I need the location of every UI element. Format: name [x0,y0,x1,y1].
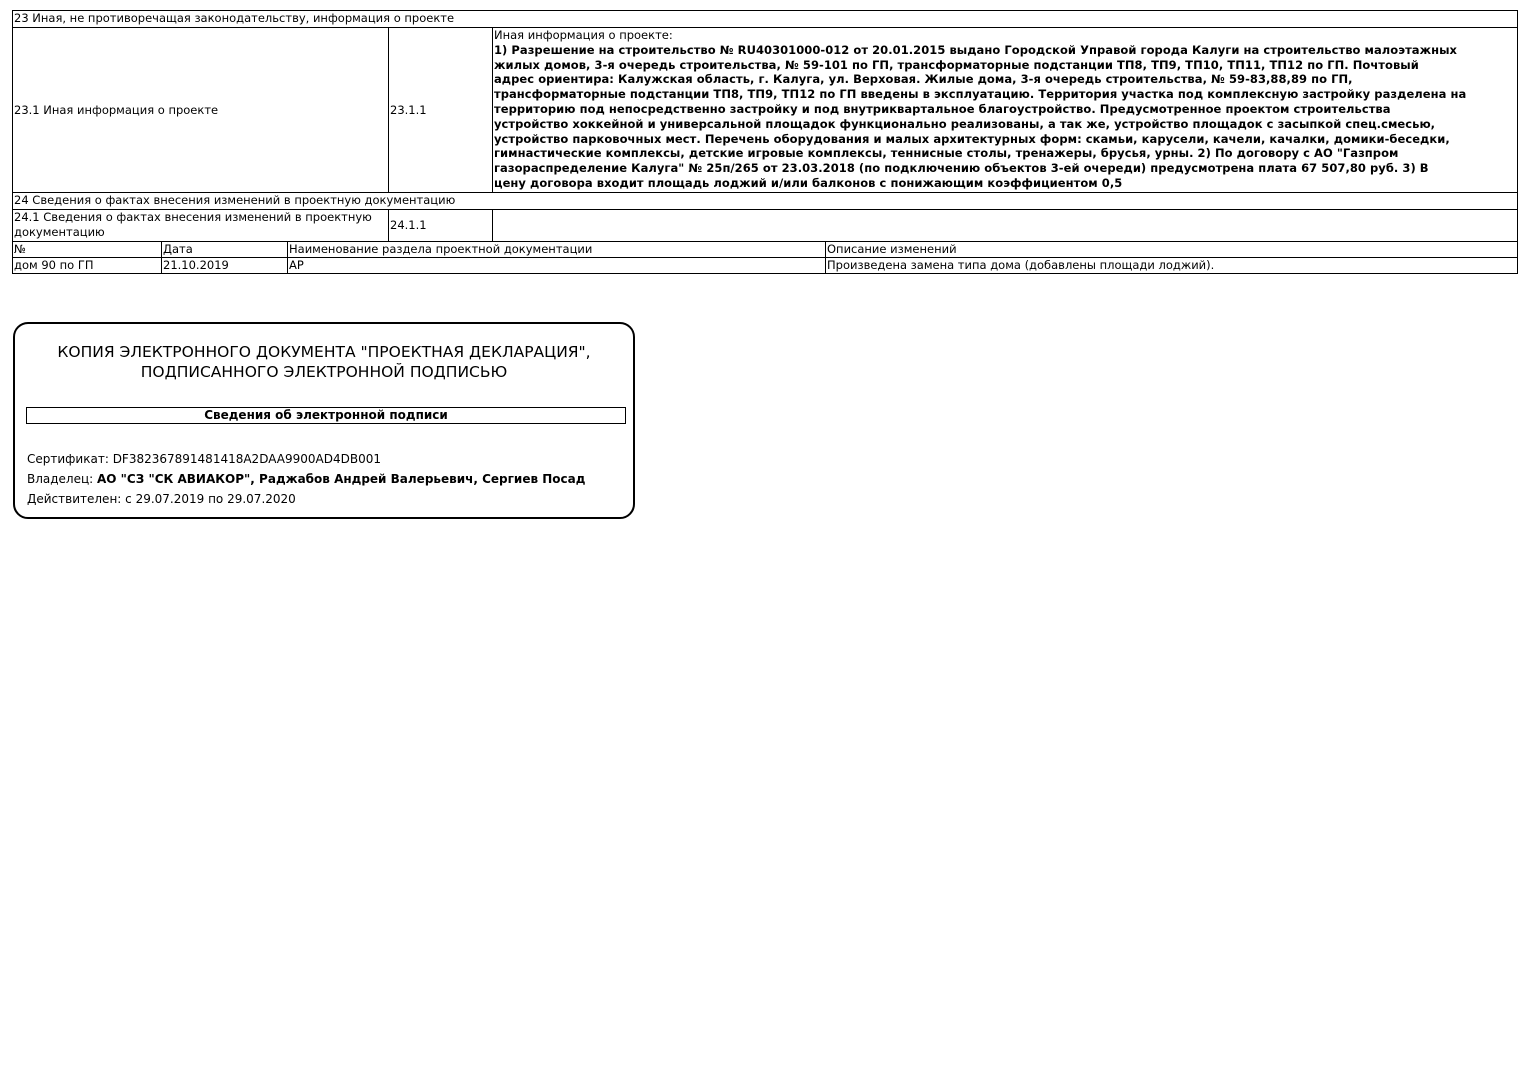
signature-title-line: ПОДПИСАННОГО ЭЛЕКТРОННОЙ ПОДПИСЬЮ [140,363,508,381]
value-line: гимнастические комплексы, детские игровые комплексы, теннисные столы, тренажеры, брусья, урны. 2) По договору с АО "Газпром [494,146,1399,161]
validity-label: Действителен: [27,492,126,506]
table-header-row [13,242,1518,258]
owner-label: Владелец: [27,472,98,486]
value-line: жилых домов, 3-я очередь строительства, № 59-101 по ГП, трансформаторные подстанции ТП8, ТП9, ТП10, ТП11, ТП12 по ГП. Почтовый [494,57,1419,72]
section-24-1-code: 24.1.1 [389,210,493,242]
section-23-1-value [493,28,1518,193]
info-table [12,10,1518,242]
section-24-header: 24 Сведения о фактах внесения изменений в проектную документацию [13,193,1518,210]
certificate-line [27,449,585,469]
section-23-1-label: 23.1 Иная информация о проекте [13,28,389,193]
value-text [494,43,1516,191]
column-header-section: Наименование раздела проектной документации [288,242,826,258]
certificate-label: Сертификат: [27,452,113,466]
section-23-1-code: 23.1.1 [389,28,493,193]
table-row [13,258,1518,274]
signature-details [27,449,585,509]
value-line: территорию под непосредственно застройку и под внутриквартальное благоустройство. Предусмотренное проектом строительства [494,101,1391,116]
column-header-description: Описание изменений [826,242,1518,258]
value-line: цену договора входит площадь лоджий и/или балконов с понижающим коэффициентом 0,5 [494,175,1123,190]
section-23-header: 23 Иная, не противоречащая законодательству, информация о проекте [13,11,1518,28]
section-24-1-label: 24.1 Сведения о фактах внесения изменений в проектную документацию [13,210,389,242]
signature-title-line: КОПИЯ ЭЛЕКТРОННОГО ДОКУМЕНТА "ПРОЕКТНАЯ ДЕКЛАРАЦИЯ", [57,343,591,361]
cell-section: АР [288,258,826,274]
cell-description: Произведена замена типа дома (добавлены площади лоджий). [826,258,1518,274]
validity-value: с 29.07.2019 по 29.07.2020 [125,492,296,506]
owner-value: АО "СЗ "СК АВИАКОР", Раджабов Андрей Валерьевич, Сергиев Посад [97,472,586,486]
section-24-1-value [493,210,1518,242]
signature-subheader: Сведения об электронной подписи [26,407,626,424]
column-header-number: № [13,242,162,258]
value-line: газораспределение Калуга" № 25п/265 от 23.03.2018 (по подключению объектов 3-ей очереди) предусмотрена плата 67 507,80 руб. 3) В [494,161,1429,176]
certificate-value: DF382367891481418A2DAA9900AD4DB001 [112,452,381,466]
value-line: устройство хоккейной и универсальной площадок функционально реализованы, а так же, устройство площадок с засыпкой спец.смесью, [494,116,1436,131]
column-header-date: Дата [162,242,288,258]
value-line: адрес ориентира: Калужская область, г. Калуга, ул. Верховая. Жилые дома, 3-я очередь строительства, № 59-83,88,89 по ГП, [494,72,1353,87]
value-line: устройство парковочных мест. Перечень оборудования и малых архитектурных форм: скамьи, карусели, качели, качалки, домики-беседки, [494,131,1450,146]
signature-title [15,342,633,382]
cell-date: 21.10.2019 [162,258,288,274]
value-line: 1) Разрешение на строительство № RU40301000-012 от 20.01.2015 выдано Городской Управой города Калуги на строительство малоэтажных [494,42,1458,57]
changes-table [12,241,1518,274]
cell-number: дом 90 по ГП [13,258,162,274]
owner-line [27,469,585,489]
value-line: трансформаторные подстанции ТП8, ТП9, ТП12 по ГП введены в эксплуатацию. Территория участка под комплексную застройку разделена на [494,87,1467,102]
electronic-signature-stamp [13,322,635,519]
value-intro: Иная информация о проекте: [494,28,673,42]
declaration-document [12,10,1517,274]
validity-line [27,489,585,509]
